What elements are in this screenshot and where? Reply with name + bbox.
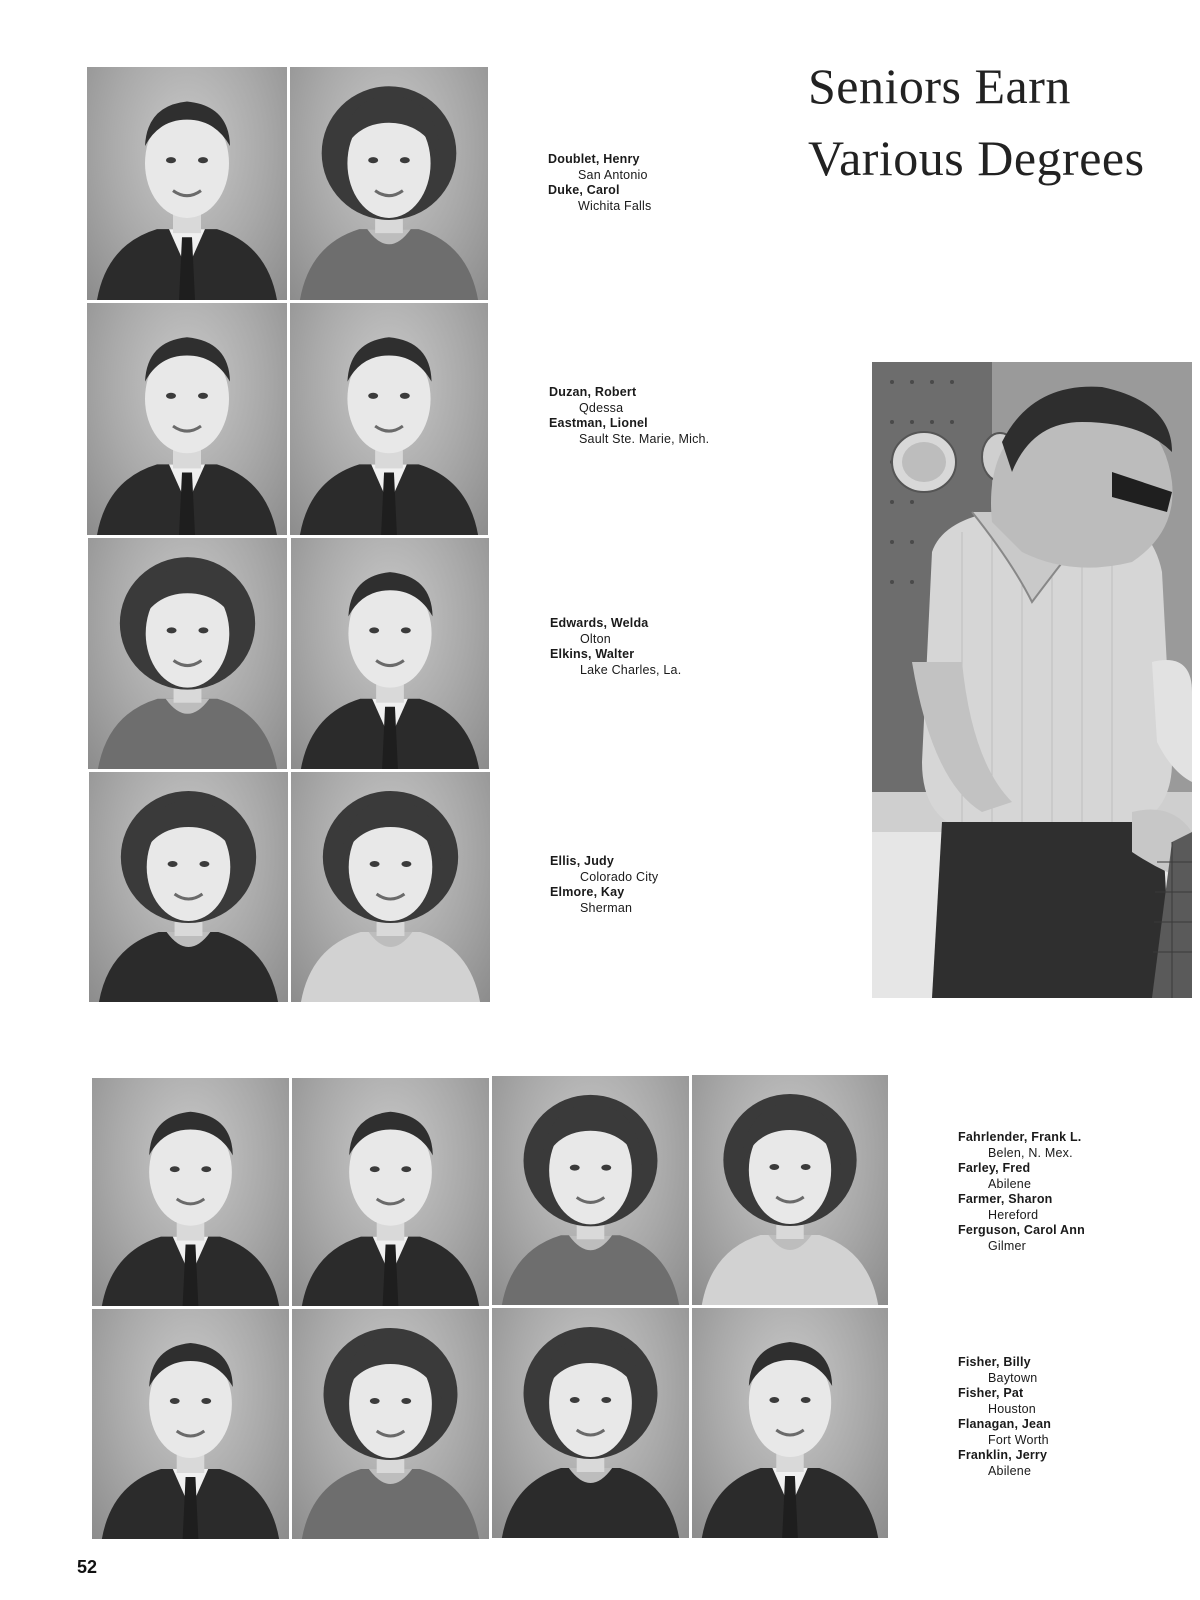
- student-hometown: Olton: [580, 631, 611, 646]
- student-hometown: Hereford: [988, 1207, 1039, 1222]
- student-name: Elkins, Walter: [550, 647, 635, 661]
- student-name: Edwards, Welda: [550, 616, 649, 630]
- portrait-fisher-pat: [292, 1309, 489, 1539]
- portrait-duzan-robert: [87, 303, 287, 535]
- student-hometown: Lake Charles, La.: [580, 662, 682, 677]
- caption-group-3: [550, 616, 681, 678]
- portrait-eastman-lionel: [290, 303, 488, 535]
- portrait-franklin-jerry: [692, 1308, 888, 1538]
- page-number: 52: [77, 1557, 98, 1577]
- student-hometown: Belen, N. Mex.: [988, 1145, 1073, 1160]
- caption-group-1: [548, 152, 651, 214]
- candid-photo-image: [872, 362, 1192, 998]
- student-hometown: Wichita Falls: [578, 198, 652, 213]
- student-name: Ellis, Judy: [550, 854, 615, 868]
- portrait-farmer-sharon: [492, 1076, 689, 1305]
- student-name: Farmer, Sharon: [958, 1192, 1053, 1206]
- student-name: Farley, Fred: [958, 1161, 1031, 1175]
- student-hometown: Abilene: [988, 1463, 1032, 1478]
- caption-group-6: [958, 1355, 1051, 1479]
- student-name: Elmore, Kay: [550, 885, 625, 899]
- portrait-elkins-walter: [291, 538, 489, 769]
- student-name: Fahrlender, Frank L.: [958, 1130, 1082, 1144]
- portrait-elmore-kay: [291, 772, 490, 1002]
- portrait-farley-fred: [292, 1078, 489, 1306]
- student-hometown: Sherman: [580, 900, 633, 915]
- portrait-duke-carol: [290, 67, 488, 300]
- student-hometown: Sault Ste. Marie, Mich.: [579, 431, 710, 446]
- student-name: Franklin, Jerry: [958, 1448, 1048, 1462]
- title-line-2: Various Degrees: [808, 130, 1145, 186]
- caption-group-4: [550, 854, 658, 916]
- student-hometown: Colorado City: [580, 869, 659, 884]
- student-name: Fisher, Pat: [958, 1386, 1024, 1400]
- portrait-ellis-judy: [89, 772, 288, 1002]
- page-title: [808, 50, 1145, 194]
- student-name: Fisher, Billy: [958, 1355, 1031, 1369]
- student-hometown: Houston: [988, 1401, 1036, 1416]
- student-name: Eastman, Lionel: [549, 416, 648, 430]
- portrait-fahrlender-frank: [92, 1078, 289, 1306]
- portrait-ferguson-carol-ann: [692, 1075, 888, 1305]
- student-name: Duke, Carol: [548, 183, 620, 197]
- student-name: Duzan, Robert: [549, 385, 637, 399]
- portrait-fisher-billy: [92, 1309, 289, 1539]
- caption-group-2: [549, 385, 709, 447]
- student-hometown: Abilene: [988, 1176, 1032, 1191]
- student-hometown: Baytown: [988, 1370, 1038, 1385]
- student-hometown: Gilmer: [988, 1238, 1027, 1253]
- student-name: Doublet, Henry: [548, 152, 640, 166]
- caption-group-5: [958, 1130, 1085, 1254]
- portrait-doublet-henry: [87, 67, 287, 300]
- student-hometown: Fort Worth: [988, 1432, 1049, 1447]
- student-hometown: San Antonio: [578, 167, 648, 182]
- portrait-flanagan-jean: [492, 1308, 689, 1538]
- student-hometown: Qdessa: [579, 400, 624, 415]
- student-name: Ferguson, Carol Ann: [958, 1223, 1085, 1237]
- portrait-edwards-welda: [88, 538, 287, 769]
- title-line-1: Seniors Earn: [808, 58, 1071, 114]
- student-name: Flanagan, Jean: [958, 1417, 1052, 1431]
- candid-photo: [872, 362, 1192, 998]
